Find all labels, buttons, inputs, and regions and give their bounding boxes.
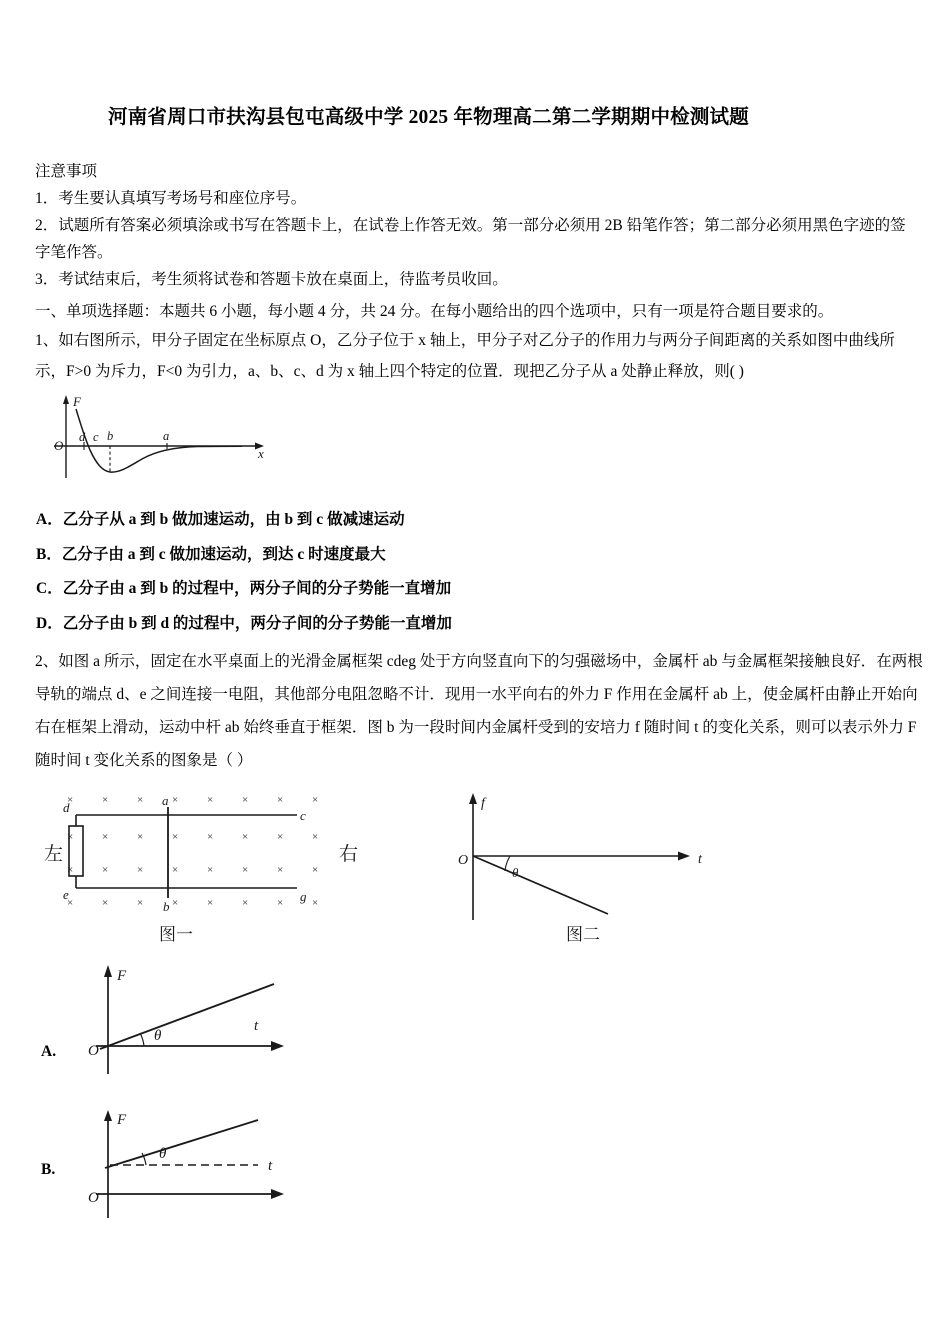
figure-option-a-graph <box>78 962 328 1082</box>
question-2-stem: 2、如图 a 所示，固定在水平桌面上的光滑金属框架 cdeg 处于方向竖直向下的匀强磁场中，金属杆 ab 与金属框架接触良好．在两根导轨的端点 d、e 之间连接一电阻，其他部分电阻忽略不计．现用一水平向右的外力 F 作用在金属杆 ab 上，使金属杆由静止开始向右在框架上滑动，运动中杆 ab 始终垂直于框架．图 b 为一段时间内金属杆受到的安培力 f 随时间 t 的变化关系，则可以表示外力 F 随时间 t 变化关系的图象是（ ） <box>35 653 923 769</box>
circuit-label-g: g <box>300 889 307 904</box>
figure-option-b-graph <box>78 1108 328 1223</box>
option-a-origin-label: O <box>88 1043 99 1059</box>
svg-text:×: × <box>102 897 109 909</box>
figure2-origin-label: O <box>458 853 469 868</box>
svg-text:×: × <box>277 864 284 876</box>
svg-text:×: × <box>67 831 74 843</box>
notice-item-2: 2．试题所有答案必须填涂或书写在答题卡上，在试卷上作答无效。第一部分必须用 2B 铅笔作答；第二部分必须用黑色字迹的签字笔作答。 <box>35 217 906 261</box>
svg-text:×: × <box>242 794 249 806</box>
svg-text:×: × <box>172 794 179 806</box>
svg-text:×: × <box>172 897 179 909</box>
svg-text:×: × <box>207 864 214 876</box>
magnetic-field-crosses <box>67 794 318 909</box>
option-a-angle-label: θ <box>154 1028 162 1044</box>
svg-text:×: × <box>312 864 319 876</box>
circuit-label-c: c <box>300 808 306 823</box>
circuit-label-b: b <box>163 899 170 914</box>
svg-text:×: × <box>67 794 74 806</box>
svg-text:×: × <box>172 831 179 843</box>
svg-text:×: × <box>102 864 109 876</box>
page-title: 河南省周口市扶沟县包屯高级中学 2025 年物理高二第二学期期中检测试题 <box>108 107 749 128</box>
svg-text:×: × <box>137 794 144 806</box>
figure1-point-b: b <box>107 429 114 443</box>
question-1-option-c: C．乙分子由 a 到 b 的过程中，两分子间的分子势能一直增加 <box>36 580 452 597</box>
figure1-x-axis-label: x <box>258 446 264 461</box>
option-b-angle-label: θ <box>159 1146 167 1162</box>
circuit-label-d: d <box>63 800 70 815</box>
option-b-x-axis-label: t <box>268 1158 273 1174</box>
figure-circuit-caption: 图一 <box>159 925 193 944</box>
svg-text:×: × <box>277 794 284 806</box>
figure2-y-axis-label: f <box>481 796 485 811</box>
ft-trend-line <box>473 856 608 914</box>
svg-text:×: × <box>312 897 319 909</box>
circuit-left-label: 左 <box>44 844 64 865</box>
question-1-options <box>36 503 636 641</box>
option-a-x-axis-label: t <box>254 1018 259 1034</box>
svg-text:×: × <box>242 831 249 843</box>
figure1-y-axis-label: F <box>73 394 81 409</box>
figure-ft-caption: 图二 <box>566 925 600 944</box>
svg-text:×: × <box>67 897 74 909</box>
svg-text:×: × <box>242 864 249 876</box>
figure2-x-axis-label: t <box>698 852 702 867</box>
svg-text:×: × <box>277 831 284 843</box>
figure1-point-d: d <box>79 430 86 444</box>
notice-block <box>35 158 915 293</box>
option-b-y-axis-label: F <box>117 1112 127 1128</box>
option-b-origin-label: O <box>88 1190 99 1206</box>
figure1-point-c: c <box>93 430 99 444</box>
notice-item-3: 3．考试结束后，考生须将试卷和答题卡放在桌面上，待监考员收回。 <box>35 271 508 288</box>
circuit-right-label: 右 <box>339 844 359 865</box>
svg-text:×: × <box>67 864 74 876</box>
circuit-label-e: e <box>63 887 69 902</box>
svg-text:×: × <box>137 864 144 876</box>
svg-text:×: × <box>137 831 144 843</box>
svg-text:×: × <box>137 897 144 909</box>
question-1-option-d: D．乙分子由 b 到 d 的过程中，两分子间的分子势能一直增加 <box>36 614 452 632</box>
svg-text:×: × <box>207 831 214 843</box>
figure1-origin-label: O <box>54 438 64 453</box>
svg-text:×: × <box>207 794 214 806</box>
figure-circuit-frame <box>44 788 424 953</box>
svg-text:×: × <box>312 831 319 843</box>
section-heading: 一、单项选择题：本题共 6 小题，每小题 4 分，共 24 分。在每小题给出的四个选项中，只有一项是符合题目要求的。 <box>35 303 834 320</box>
svg-text:×: × <box>172 864 179 876</box>
svg-text:×: × <box>102 831 109 843</box>
option-a-trend-line <box>100 984 274 1049</box>
svg-text:×: × <box>102 794 109 806</box>
figure2-angle-label: θ <box>512 865 519 880</box>
svg-text:×: × <box>242 897 249 909</box>
notice-item-1: 1．考生要认真填写考场号和座位序号。 <box>35 190 307 207</box>
figure-molecular-force-curve <box>36 392 276 480</box>
question-1-stem: 1、如右图所示，甲分子固定在坐标原点 O，乙分子位于 x 轴上，甲分子对乙分子的作用力与两分子间距离的关系如图中曲线所示，F>0 为斥力，F<0 为引力，a、b、c、d 为 x 轴上四个特定的位置．现把乙分子从 a 处静止释放，则( ) <box>35 332 895 380</box>
question-1-option-b: B．乙分子由 a 到 c 做加速运动，到达 c 时速度最大 <box>36 545 386 563</box>
notice-heading: 注意事项 <box>35 163 98 180</box>
circuit-label-a: a <box>162 793 169 808</box>
question-2-option-b-letter: B. <box>41 1161 56 1178</box>
option-b-trend-line <box>105 1120 258 1168</box>
svg-text:×: × <box>277 897 284 909</box>
svg-text:×: × <box>312 794 319 806</box>
figure1-point-a: a <box>163 429 170 443</box>
question-1-option-a: A．乙分子从 a 到 b 做加速运动，由 b 到 c 做减速运动 <box>36 511 405 528</box>
figure-f-vs-t <box>448 788 778 953</box>
option-a-y-axis-label: F <box>117 968 127 984</box>
svg-text:×: × <box>207 897 214 909</box>
question-2-option-a-letter: A. <box>41 1043 57 1060</box>
